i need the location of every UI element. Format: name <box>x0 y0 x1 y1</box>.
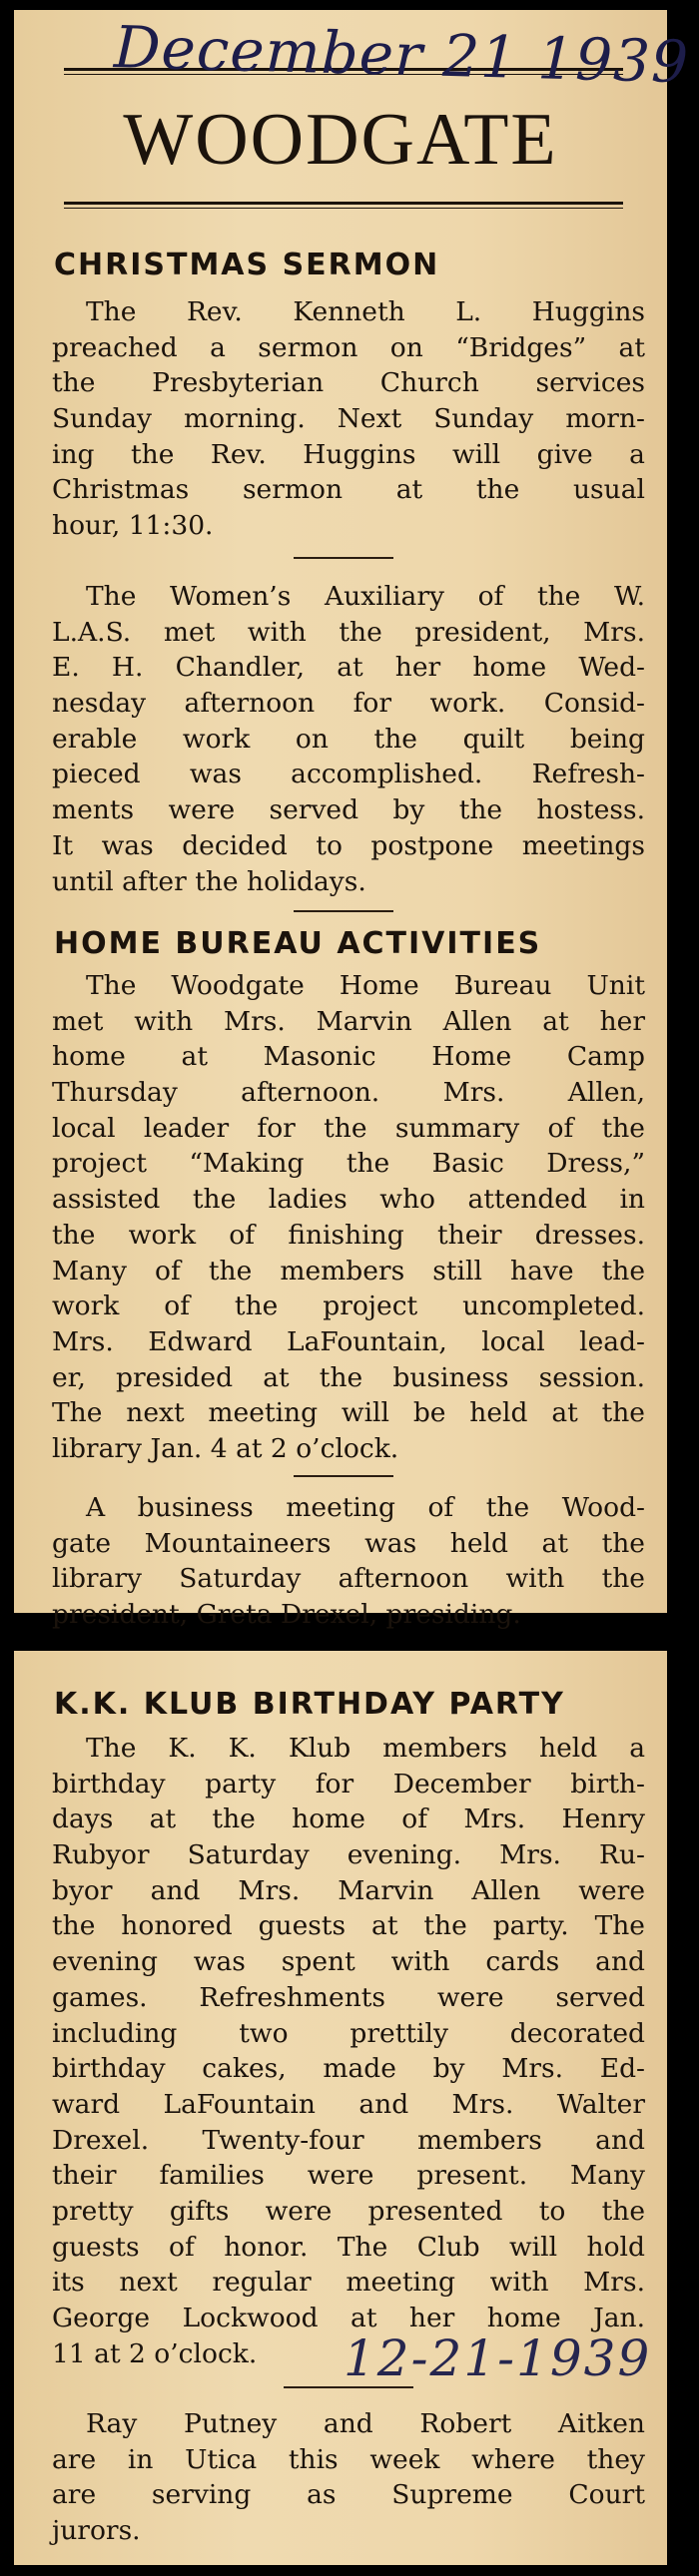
article-mountaineers <box>52 1490 645 1633</box>
text-line: Thursday afternoon. Mrs. Allen, <box>52 1077 645 1109</box>
masthead-rule-thin <box>64 208 623 209</box>
article-home-bureau <box>52 968 645 1467</box>
text-line: The K. K. Klub members held a <box>86 1733 645 1764</box>
text-line: assisted the ladies who attended in <box>52 1184 645 1216</box>
text-line: jurors. <box>52 2515 141 2547</box>
text-line: its next regular meeting with Mrs. <box>52 2267 645 2299</box>
text-line: ward LaFountain and Mrs. Walter <box>52 2088 645 2120</box>
text-line: er, presided at the business session. <box>52 1361 645 1393</box>
separator <box>294 557 393 559</box>
text-line: erable work on the quilt being <box>52 723 645 755</box>
text-line: met with Mrs. Marvin Allen at her <box>52 1005 645 1037</box>
heading-christmas-sermon: CHRISTMAS SERMON <box>54 248 440 282</box>
text-line: their families were present. Many <box>52 2160 645 2192</box>
article-utica-jurors <box>52 2406 645 2549</box>
text-line: library Saturday afternoon with the <box>52 1563 645 1595</box>
text-line: ing the Rev. Huggins will give a <box>52 438 645 470</box>
text-line: are serving as Supreme Court <box>52 2479 645 2511</box>
text-line: president, Greta Drexel, presiding. <box>52 1599 521 1631</box>
text-line: work of the project uncompleted. <box>52 1290 645 1322</box>
text-line: days at the home of Mrs. Henry <box>52 1803 645 1835</box>
text-line: Mrs. Edward LaFountain, local lead- <box>52 1325 645 1357</box>
text-line: Sunday morning. Next Sunday morn- <box>52 403 645 435</box>
text-line: ments were served by the hostess. <box>52 794 645 826</box>
text-line: the work of finishing their dresses. <box>52 1219 645 1251</box>
text-line: E. H. Chandler, at her home Wed- <box>52 652 645 684</box>
text-line: home at Masonic Home Camp <box>52 1041 645 1073</box>
text-line: 11 at 2 o’clock. <box>52 2337 258 2369</box>
text-line: until after the holidays. <box>52 865 366 897</box>
text-line: Rubyor Saturday evening. Mrs. Ru- <box>52 1839 645 1871</box>
text-line: guests of honor. The Club will hold <box>52 2231 645 2263</box>
handwritten-date-2: 12-21-1939 <box>344 2329 652 2387</box>
text-line: evening was spent with cards and <box>52 1946 645 1978</box>
article-christmas-sermon <box>52 294 645 544</box>
separator <box>294 910 393 912</box>
text-line: byor and Mrs. Marvin Allen were <box>52 1874 645 1906</box>
text-line: Ray Putney and Robert Aitken <box>86 2408 645 2439</box>
text-line: games. Refreshments were served <box>52 1981 645 2013</box>
text-line: pretty gifts were presented to the <box>52 2195 645 2227</box>
text-line: the Presbyterian Church services <box>52 367 645 399</box>
text-line: The next meeting will be held at the <box>52 1397 645 1429</box>
text-line: pieced was accomplished. Refresh- <box>52 759 645 790</box>
text-line: nesday afternoon for work. Consid- <box>52 688 645 720</box>
text-line: The Women’s Auxiliary of the W. <box>86 581 645 612</box>
text-line: L.A.S. met with the president, Mrs. <box>52 616 645 648</box>
text-line: George Lockwood at her home Jan. <box>52 2303 645 2333</box>
text-line: birthday cakes, made by Mrs. Ed- <box>52 2053 645 2085</box>
text-line: the honored guests at the party. The <box>52 1910 645 1942</box>
article-kk-klub-party <box>52 1731 645 2371</box>
masthead-rule <box>64 202 623 205</box>
text-line: library Jan. 4 at 2 o’clock. <box>52 1432 399 1464</box>
clipping-kk-klub <box>14 1651 667 2565</box>
article-womens-auxiliary <box>52 579 645 899</box>
text-line: The Rev. Kenneth L. Huggins <box>86 296 645 327</box>
text-line: preached a sermon on “Bridges” at <box>52 331 645 363</box>
text-line: Many of the members still have the <box>52 1255 645 1287</box>
text-line: Christmas sermon at the usual <box>52 474 645 506</box>
text-line: It was decided to postpone meetings <box>52 829 645 861</box>
handwritten-date: December 21 1939 <box>113 13 690 97</box>
text-line: hour, 11:30. <box>52 510 214 542</box>
text-line: project “Making the Basic Dress,” <box>52 1148 645 1180</box>
text-line: local leader for the summary of the <box>52 1112 645 1144</box>
clipping-woodgate-news <box>14 10 690 1631</box>
text-line: including two prettily decorated <box>52 2017 645 2049</box>
text-line: A business meeting of the Wood- <box>86 1492 645 1523</box>
text-line: gate Mountaineers was held at the <box>52 1527 645 1559</box>
heading-home-bureau: HOME BUREAU ACTIVITIES <box>54 926 542 961</box>
text-line: are in Utica this week where they <box>52 2443 645 2475</box>
text-line: birthday party for December birth- <box>52 1768 645 1800</box>
text-line: The Woodgate Home Bureau Unit <box>86 970 645 1001</box>
separator <box>294 1475 393 1477</box>
heading-kk-klub-party: K.K. KLUB BIRTHDAY PARTY <box>54 1687 565 1722</box>
masthead-title: WOODGATE <box>123 99 558 181</box>
text-line: Drexel. Twenty-four members and <box>52 2124 645 2156</box>
